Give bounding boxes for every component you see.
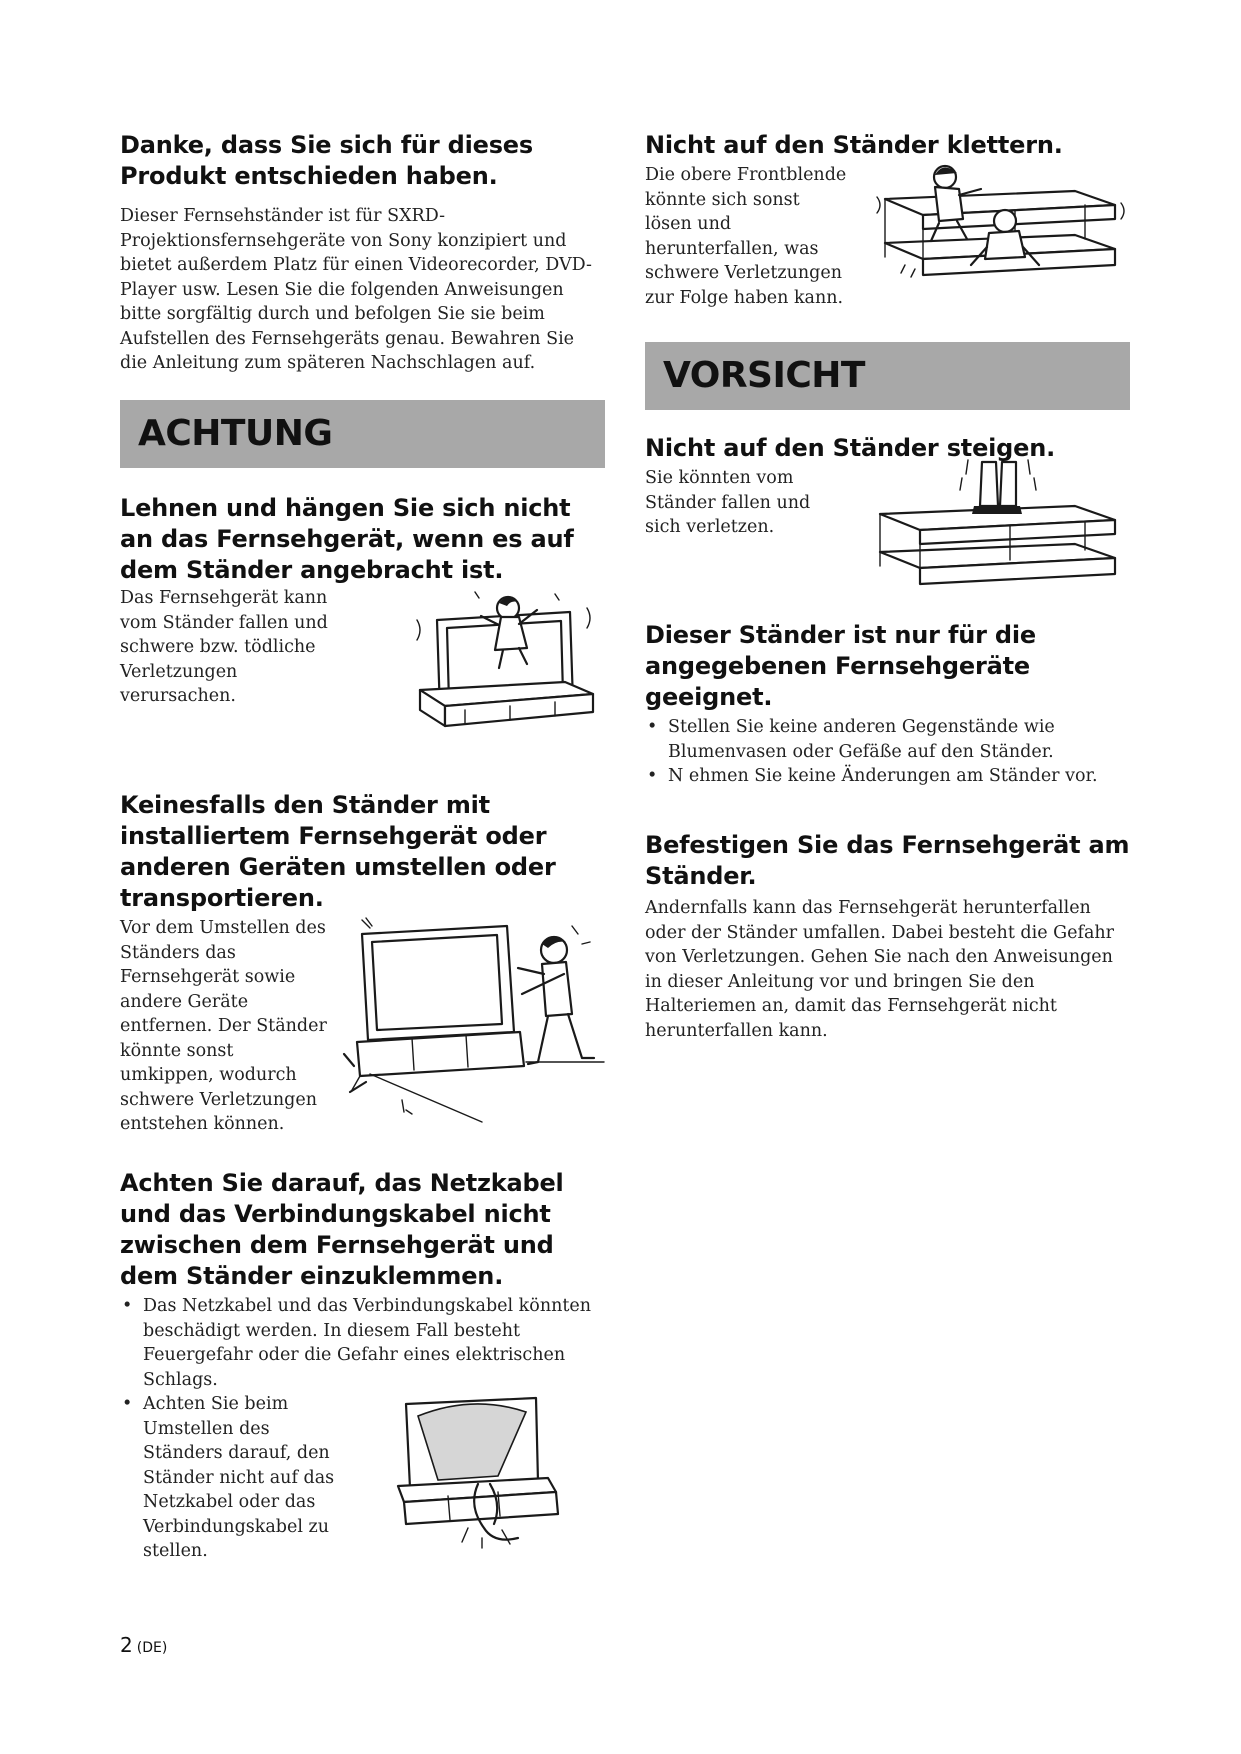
children-climbing-stand-illustration [875, 161, 1125, 291]
attach-text: Andernfalls kann das Fernsehgerät herunterfallen oder der Ständer umfallen. Dabei besteht die Gefahr von Verletzungen. Gehen Sie nach den Anweisungen in dieser Anleitung vor und bringen Sie den Halteriemen an, damit das Fernsehgerät nicht herunterfallen kann. [645, 898, 1115, 1041]
attach-heading: Befestigen Sie das Fernsehgerät am Ständer. [645, 831, 1130, 890]
step-heading: Nicht auf den Ständer steigen. [645, 434, 1056, 462]
tv-leaning-person-illustration [415, 590, 600, 740]
only-bullet-1: • Stellen Sie keine anderen Gegenstände wie Blumenvasen oder Gefäße auf den Ständer. [647, 717, 1055, 762]
cable-warning [120, 1168, 605, 1564]
cable-heading: Achten Sie darauf, das Netzkabel und das Verbindungskabel nicht zwischen dem Fernsehgerät und dem Ständer einzuklemmen. [120, 1169, 564, 1290]
achtung-label: ACHTUNG [138, 413, 333, 454]
intro-heading: Danke, dass Sie sich für dieses Produkt entschieden haben. [120, 131, 533, 190]
move-warning [120, 790, 605, 1144]
only-heading: Dieser Ständer ist nur für die angegebenen Fernsehgeräte geeignet. [645, 621, 1036, 711]
feet-on-stand-illustration [870, 456, 1125, 591]
intro-section [120, 130, 605, 376]
only-bullet-list [645, 715, 1130, 789]
lean-heading: Lehnen und hängen Sie sich nicht an das Fernsehgerät, wenn es auf dem Ständer angebracht ist. [120, 494, 574, 584]
lean-text: Das Fernsehgerät kann vom Ständer fallen und schwere bzw. tödliche Verletzungen verursachen. [120, 588, 328, 706]
only-bullet-2: • N ehmen Sie keine Änderungen am Ständer vor. [647, 766, 1098, 786]
climb-warning [645, 130, 1130, 308]
attach-warning [645, 830, 1130, 1043]
page-number: 2 [120, 1633, 133, 1657]
vorsicht-banner [645, 342, 1130, 410]
page-footer [120, 1633, 167, 1657]
lean-warning [120, 493, 605, 756]
step-warning [645, 433, 1130, 594]
achtung-banner [120, 400, 605, 468]
only-warning [645, 620, 1130, 789]
language-code: (DE) [136, 1640, 168, 1656]
move-text: Vor dem Umstellen des Ständers das Fernsehgerät sowie andere Geräte entfernen. Der Ständer könnte sonst umkippen, wodurch schwere Verletzungen entstehen können. [120, 918, 327, 1134]
vorsicht-label: VORSICHT [663, 355, 865, 396]
intro-text: Dieser Fernsehständer ist für SXRD-Projektionsfernsehgeräte von Sony konzipiert und bietet außerdem Platz für einen Videorecorder, DVD-Player usw. Lesen Sie die folgenden Anweisungen bitte sorgfältig durch und befolgen Sie sie beim Aufstellen des Fernsehgeräts genau. Bewahren Sie die Anleitung zum späteren Nachschlagen auf. [120, 206, 592, 373]
cable-bullet-2: • Achten Sie beim Umstellen des Ständers darauf, den Ständer nicht auf das Netzkabel oder das Verbindungskabel zu stellen. [122, 1394, 335, 1561]
climb-heading: Nicht auf den Ständer klettern. [645, 131, 1063, 159]
move-heading: Keinesfalls den Ständer mit installiertem Fernsehgerät oder anderen Geräten umstellen oder transportieren. [120, 791, 556, 912]
step-text: Sie könnten vom Ständer fallen und sich verletzen. [645, 468, 811, 537]
cable-bullet-1: • Das Netzkabel und das Verbindungskabel könnten beschädigt werden. In diesem Fall besteht Feuergefahr oder die Gefahr eines elektrischen Schlags. [122, 1296, 592, 1390]
person-moving-stand-illustration [342, 914, 604, 1124]
cable-under-stand-illustration [398, 1396, 563, 1551]
climb-text: Die obere Frontblende könnte sich sonst lösen und herunterfallen, was schwere Verletzungen zur Folge haben kann. [645, 165, 847, 308]
